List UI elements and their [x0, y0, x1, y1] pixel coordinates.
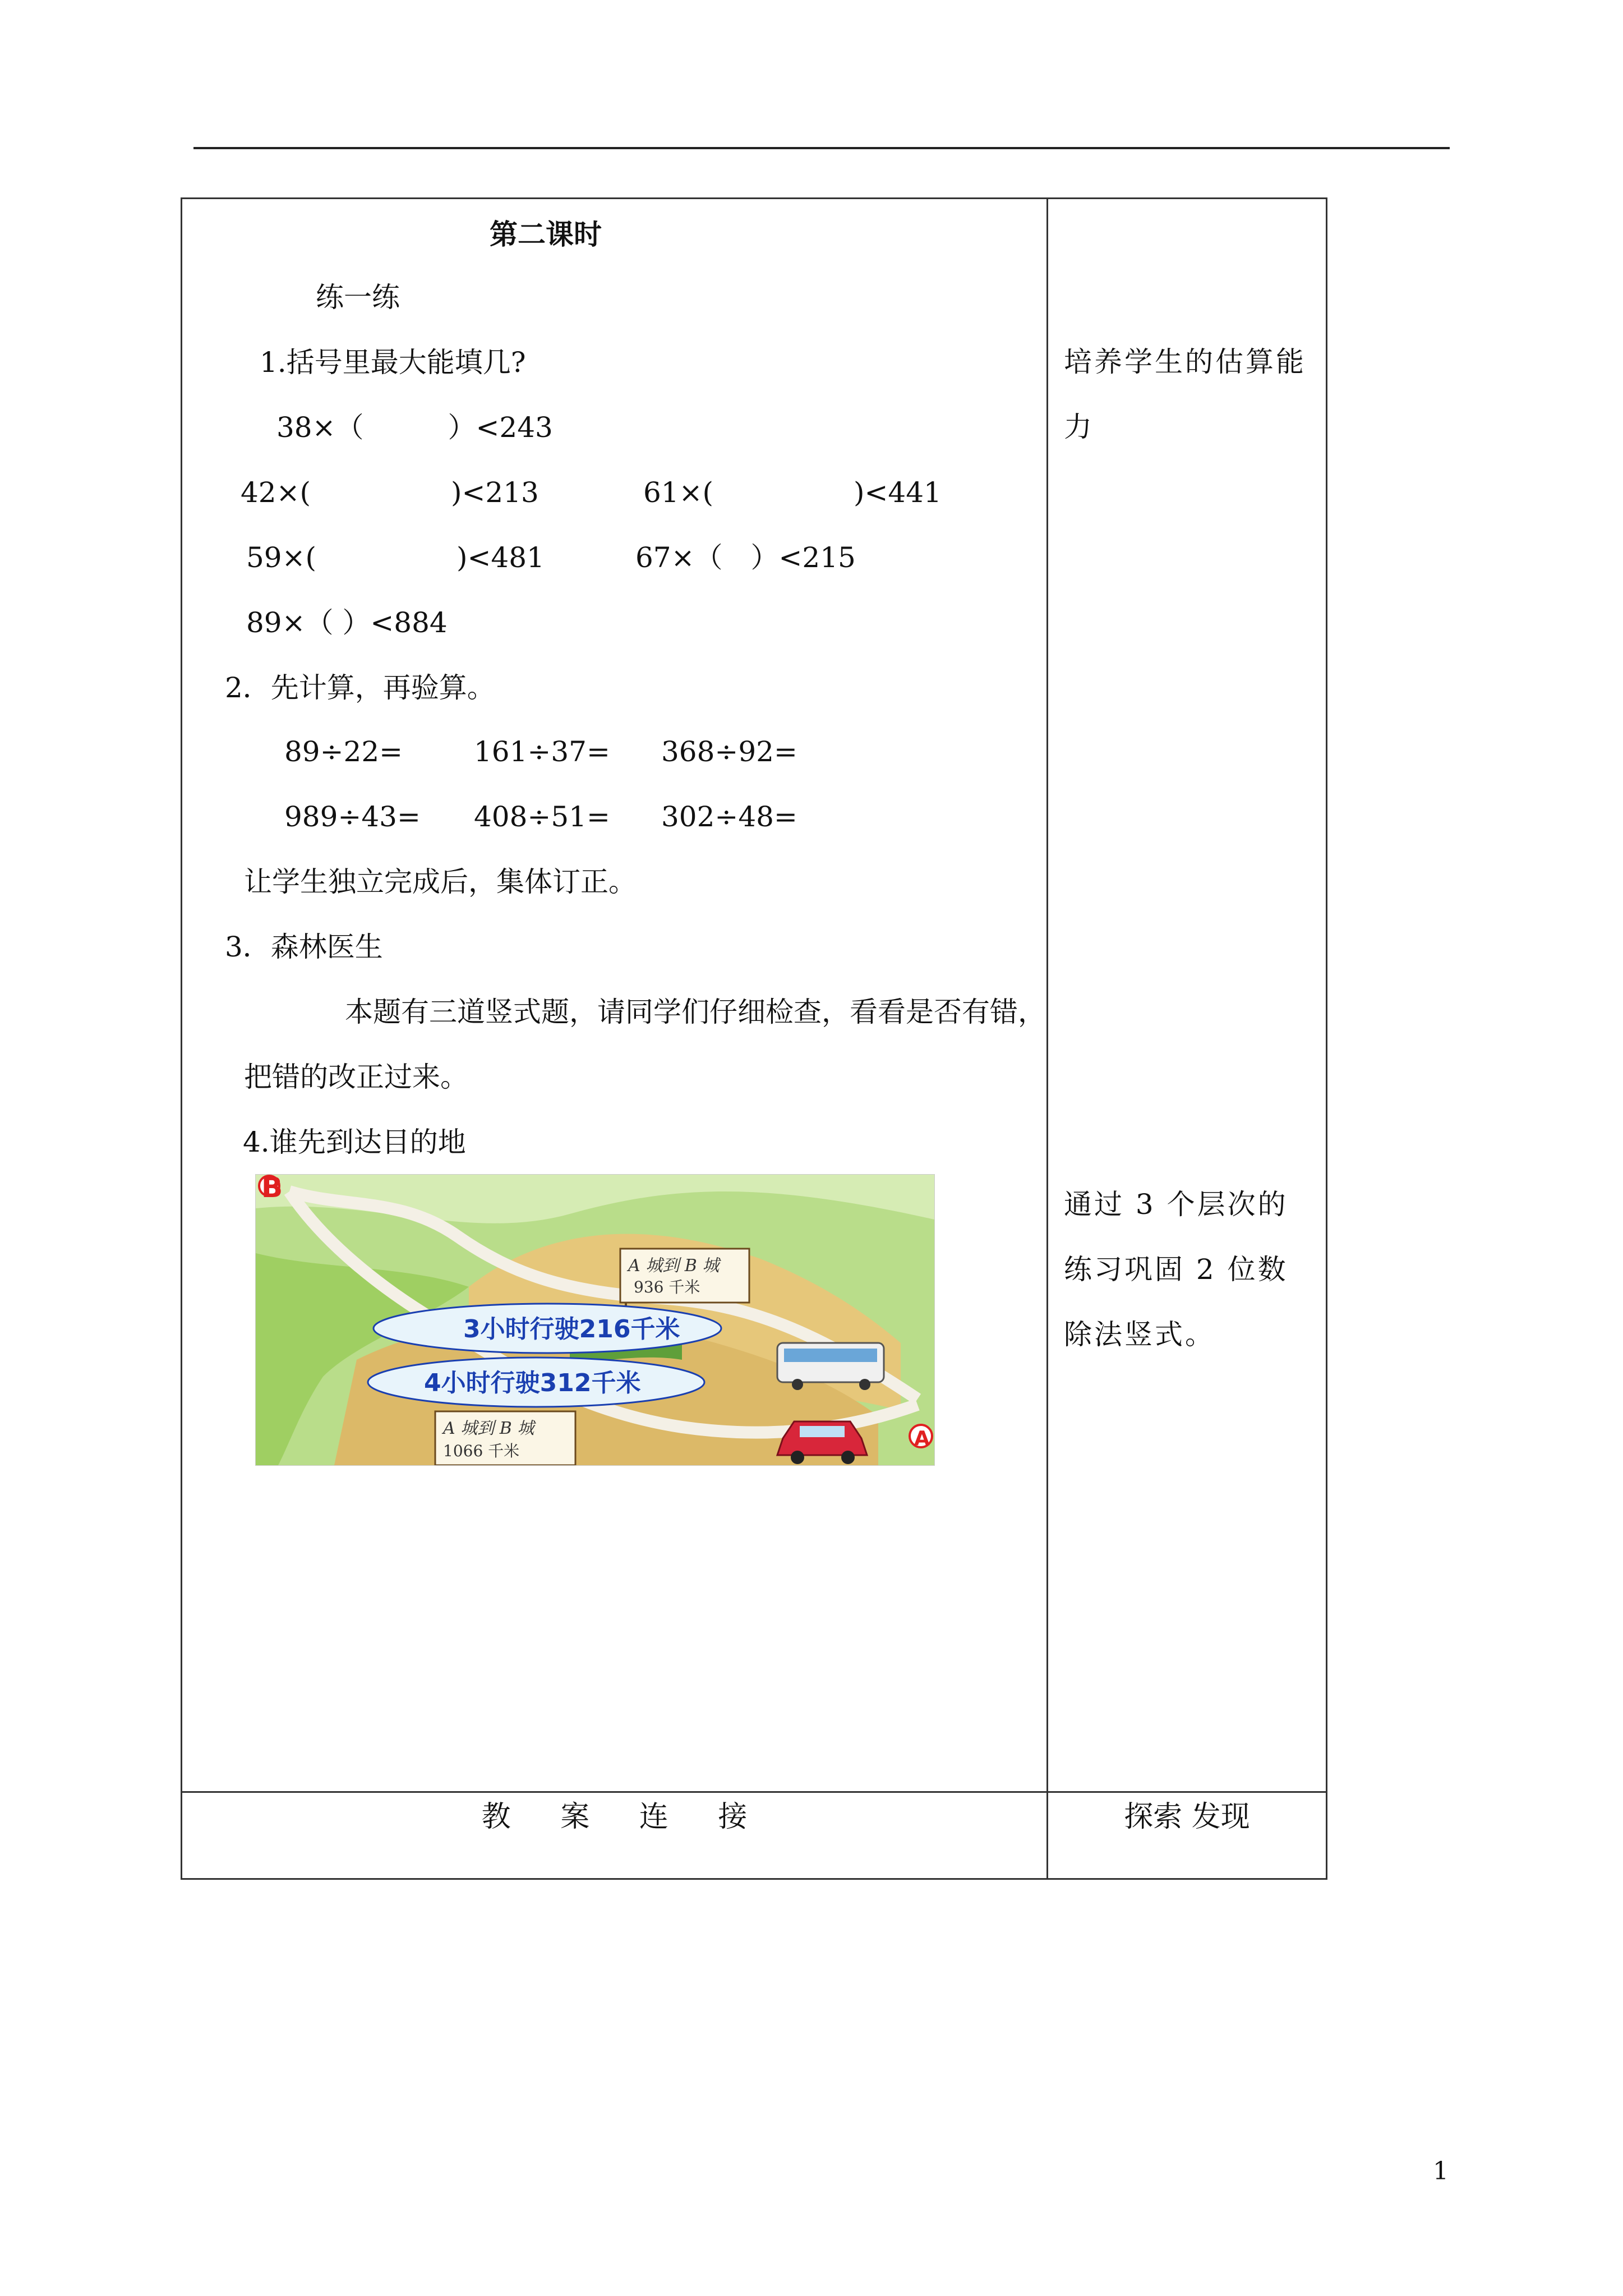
q3-title: 3．森林医生	[225, 931, 383, 963]
sign-upper-line2: 936 千米	[634, 1278, 700, 1296]
map-label-b: B	[261, 1175, 283, 1204]
q2-expression: 989÷43=	[284, 800, 421, 833]
q2-expression: 161÷37=	[474, 735, 610, 768]
bubble-bus-text: 3小时行驶216千米	[463, 1315, 680, 1343]
q1-item: 67×（ ）<215	[635, 541, 856, 574]
map-label-a: A	[914, 1427, 930, 1450]
q3-instruction: 把错的改正过来。	[244, 1061, 468, 1093]
footer-word: 连	[639, 1800, 668, 1834]
footer-explore-discover: 探索 发现	[1048, 1792, 1327, 1879]
design-note-division: 通过 3 个层次的练习巩固 2 位数除法竖式。	[1064, 1188, 1288, 1351]
bubble-car-text: 4小时行驶312千米	[424, 1369, 641, 1397]
sign-lower-line2: 1066 千米	[443, 1442, 520, 1460]
q2-expression: 302÷48=	[661, 800, 797, 833]
q4-title: 4.谁先到达目的地	[243, 1126, 466, 1158]
q2-title: 2．先计算，再验算。	[225, 671, 495, 704]
lesson-content-cell	[182, 199, 1048, 1792]
lesson-title: 第二课时	[490, 218, 602, 251]
q1-item: 42×( )<213	[241, 476, 539, 509]
route-map-illustration	[255, 1174, 935, 1466]
q1-item: 38×（ ）<243	[276, 411, 553, 444]
q2-note: 让学生独立完成后，集体订正。	[244, 866, 637, 898]
sign-upper-line1: A 城到 B 城	[628, 1256, 720, 1276]
footer-word: 教	[481, 1800, 511, 1834]
q1-item: 59×( )<481	[246, 541, 545, 574]
footer-word: 案	[560, 1800, 590, 1834]
practice-heading: 练一练	[316, 281, 400, 314]
lesson-table	[181, 197, 1327, 1880]
q3-instruction: 本题有三道竖式题，请同学们仔细检查，看看是否有错，	[345, 996, 1046, 1028]
q1-item: 61×( )<441	[643, 476, 942, 509]
sign-lower-line1: A 城到 B 城	[443, 1419, 534, 1438]
q2-expression: 89÷22=	[284, 735, 403, 768]
footer-word: 接	[718, 1800, 748, 1834]
q2-expression: 368÷92=	[661, 735, 797, 768]
design-notes-cell	[1048, 199, 1327, 1792]
q1-item: 89×（ ）<884	[246, 606, 448, 639]
bus-icon	[777, 1343, 884, 1390]
q1-title: 1.括号里最大能填几?	[260, 346, 526, 379]
page-number: 1	[1433, 2157, 1449, 2185]
q2-expression: 408÷51=	[474, 800, 610, 833]
footer-lesson-link	[182, 1792, 1048, 1879]
design-note-estimation: 培养学生的估算能力	[1064, 346, 1306, 443]
header-rule	[193, 147, 1450, 149]
